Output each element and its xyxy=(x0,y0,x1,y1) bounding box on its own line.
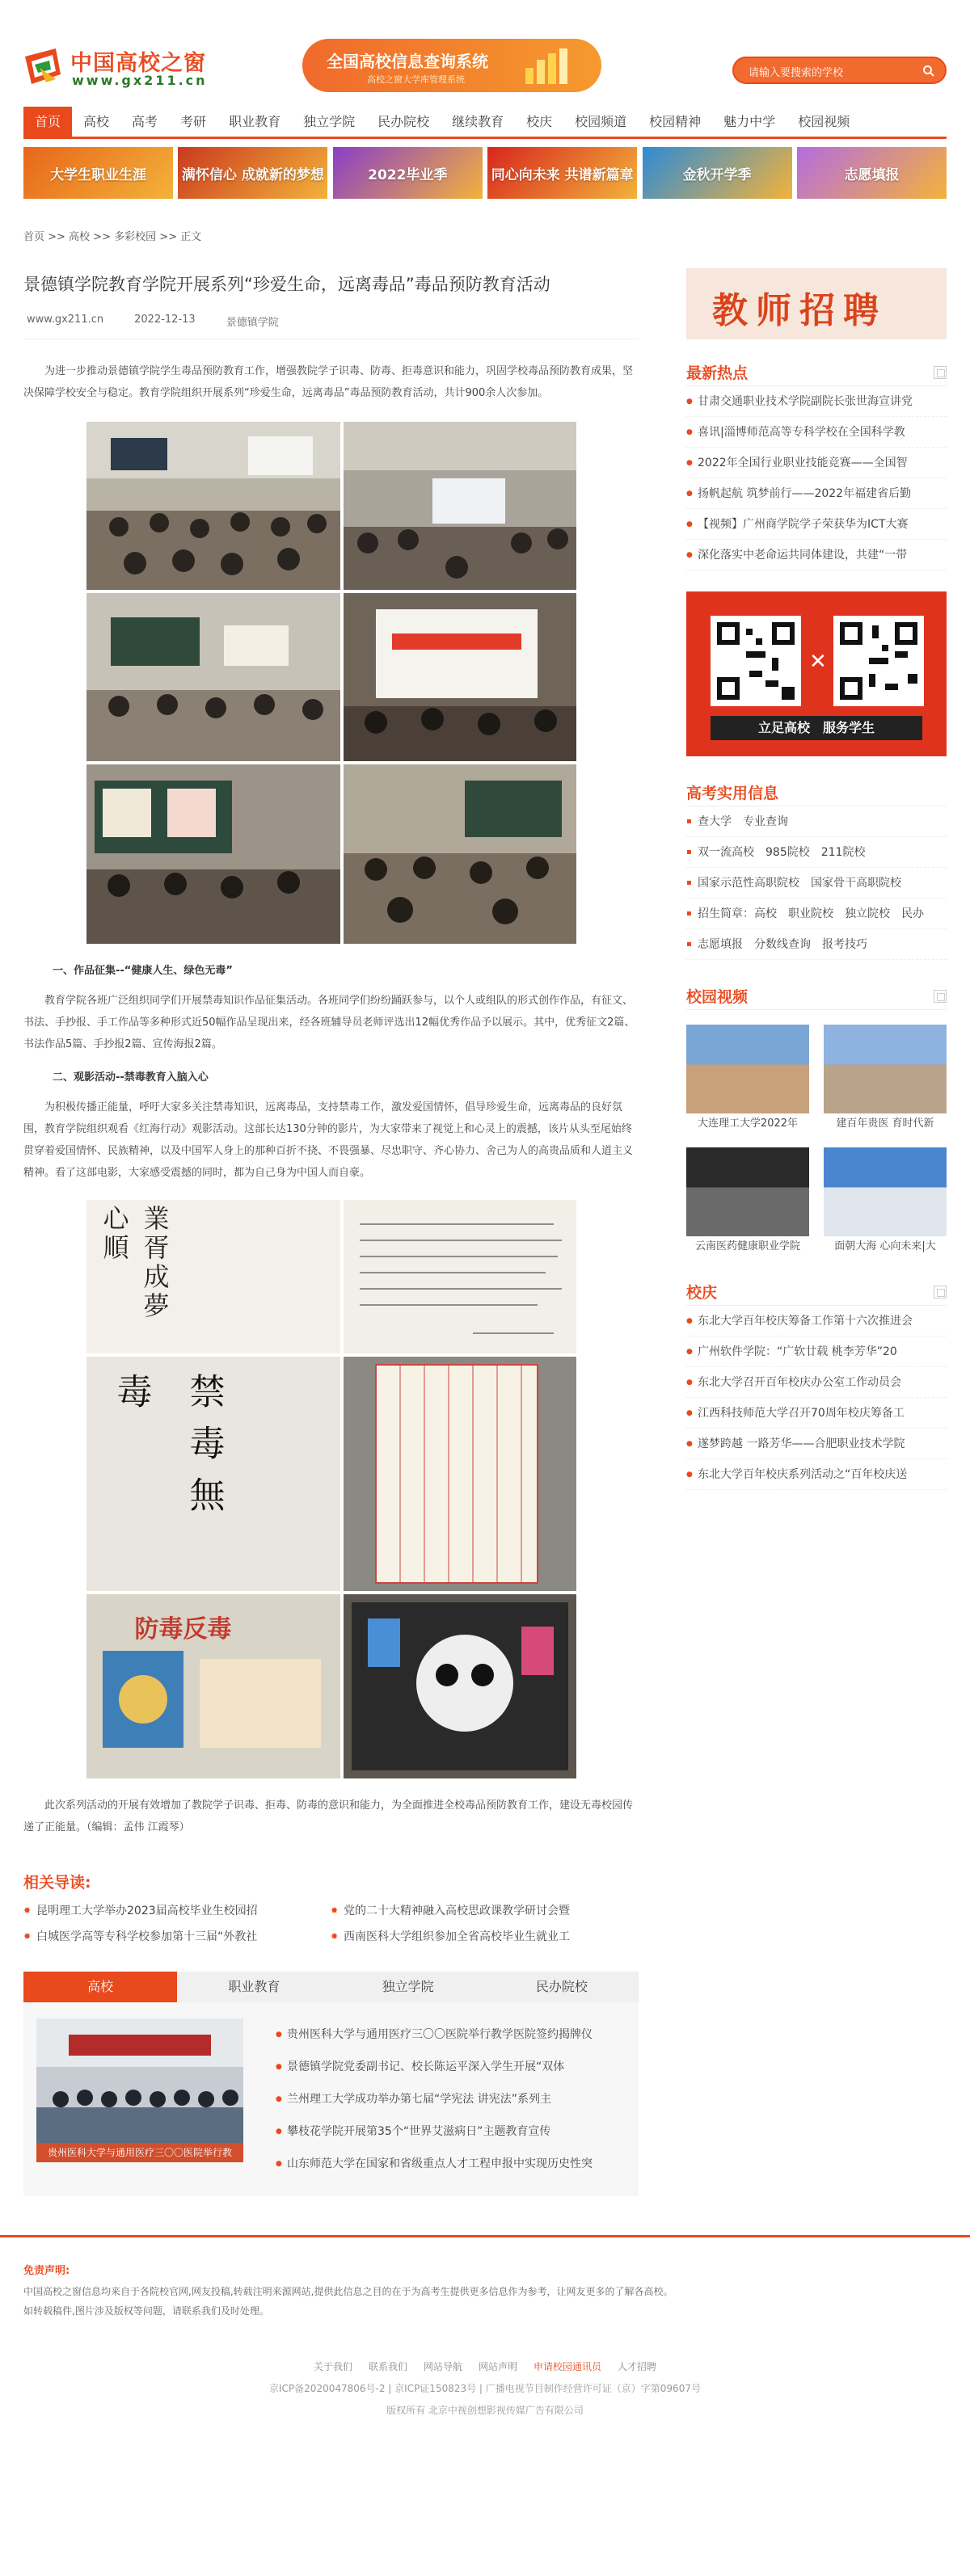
nav-item[interactable]: 首页 xyxy=(23,107,72,137)
exam-info-link[interactable]: 民办 xyxy=(901,907,924,920)
footer-link[interactable]: 网站声明 xyxy=(479,2361,518,2372)
exam-info-link[interactable]: 分数线查询 xyxy=(754,938,811,951)
exam-info-link[interactable]: 985院校 xyxy=(765,846,810,859)
article-paragraph: 为积极传播正能量，呼吁大家多关注禁毒知识，远离毒品，支持禁毒工作，激发爱国情怀，倡导珍爱生命，远离毒品的良好氛围，教育学院组织观看《红海行动》观影活动。这部长达130分钟的影片，为大家带来了视觉上和心灵上的震撼，该片从头至尾始终贯穿着爱国情怀、民族精神，以及中国军人身上的那种百折不挠、不畏强暴、尽忠职守、齐心协力、舍己为人的高贵品质和人道主义精神。看了这部电影，大家感受震撼的同时，都为自己身为中国人而自豪。 xyxy=(23,1101,634,1179)
hot-news-link[interactable]: ● 【视频】广州商学院学子荣获华为ICT大赛 xyxy=(686,509,947,540)
logo-name: 中国高校之窗 xyxy=(70,51,206,76)
bar-chart-icon xyxy=(522,47,579,86)
footer-link[interactable]: 人才招聘 xyxy=(618,2361,657,2372)
footer-link[interactable]: 联系我们 xyxy=(368,2361,407,2372)
handwritten-essay-photo xyxy=(344,1200,576,1353)
times-icon: ✕ xyxy=(809,650,827,674)
banner-subtitle: 高校之窗大学库管理系统 xyxy=(367,74,465,85)
calligraphy-text: 禁毒無毒 xyxy=(110,1373,225,1528)
hot-news-link[interactable]: ● 扬帆起航 筑梦前行——2022年福建省后勤 xyxy=(686,478,947,509)
recruit-banner-text: 教师招聘 xyxy=(712,290,887,331)
anniversary-title: 校庆 xyxy=(686,1284,718,1302)
ad-strip xyxy=(23,147,947,199)
logo-url: www.gx211.cn xyxy=(72,73,208,88)
article-author: 景德镇学院 xyxy=(226,317,279,329)
qr-code-icon xyxy=(833,616,924,706)
classroom-photo xyxy=(344,422,576,590)
poster-title: 防毒反毒 xyxy=(134,1615,232,1644)
icp-info: 京ICP备2020047806号-2 | 京ICP证150823号 | 广播电视节目制作经营许可证（京）字第09607号 xyxy=(269,2383,701,2394)
sidebar xyxy=(686,268,947,2196)
nav-item[interactable]: 高校 xyxy=(83,114,110,129)
exam-info-link[interactable]: 双一流高校 xyxy=(698,846,754,859)
anniversary-link[interactable]: ● 遂梦跨越 一路芳华——合肥职业技术学院 xyxy=(686,1429,947,1459)
hot-news-block xyxy=(686,359,947,570)
article-source: www.gx211.cn xyxy=(27,314,104,326)
disclaimer-text: 如转载稿件,图片涉及版权等问题，请联系我们及时处理。 xyxy=(23,2305,269,2317)
nav-item[interactable]: 高考 xyxy=(132,114,158,129)
poster-photo xyxy=(344,1594,576,1778)
query-system-banner[interactable] xyxy=(302,39,601,92)
calligraphy-text: 業胥成夢心順 xyxy=(99,1205,171,1321)
nav-item[interactable]: 校园视频 xyxy=(798,114,850,129)
ad-banner-text: 同心向未来 共谱新篇章 xyxy=(491,167,634,183)
exam-info-link[interactable]: 招生简章：高校 xyxy=(698,907,777,920)
exam-info-link[interactable]: 专业查询 xyxy=(743,815,788,828)
tab-article-link[interactable]: ● 景德镇学院党委副书记、校长陈运平深入学生开展“双体 xyxy=(276,2051,615,2083)
nav-item[interactable]: 校园精神 xyxy=(649,114,702,129)
anniversary-header xyxy=(686,1278,947,1306)
tab-article-link[interactable]: ● 兰州理工大学成功举办第七届“学宪法 讲宪法”系列主 xyxy=(276,2083,615,2115)
article-title: 景德镇学院教育学院开展系列“珍爱生命，远离毒品”毒品预防教育活动 xyxy=(23,275,550,294)
anniversary-link[interactable]: ● 江西科技师范大学召开70周年校庆筹备工 xyxy=(686,1398,947,1429)
ad-banner-text: 金秋开学季 xyxy=(682,167,752,183)
ad-banner[interactable] xyxy=(23,147,173,199)
footer-link[interactable]: 申请校园通讯员 xyxy=(534,2361,602,2372)
exam-info-row xyxy=(686,899,947,929)
hot-news-link[interactable]: ● 深化落实中老命运共同体建设，共建“一带 xyxy=(686,540,947,570)
tab-article-link[interactable]: ● 攀枝花学院开展第35个“世界艾滋病日”主题教育宣传 xyxy=(276,2115,615,2148)
category-tab[interactable]: 独立学院 xyxy=(331,1972,485,2002)
campus-video-header xyxy=(686,983,947,1010)
tab-article-link[interactable]: ● 贵州医科大学与通用医疗三〇〇医院举行教学医院签约揭牌仪 xyxy=(276,2018,615,2051)
video-caption: 大连理工大学2022年 xyxy=(697,1118,799,1130)
site-logo[interactable] xyxy=(23,42,209,94)
exam-info-link[interactable]: 国家示范性高职院校 xyxy=(698,877,799,890)
article-date: 2022-12-13 xyxy=(134,314,196,326)
ad-banner[interactable] xyxy=(797,147,947,199)
hot-news-header xyxy=(686,359,947,386)
category-tab[interactable]: 民办院校 xyxy=(485,1972,639,2002)
logo-icon xyxy=(23,47,64,87)
exam-info-link[interactable]: 211院校 xyxy=(820,846,866,859)
tab-featured-photo[interactable] xyxy=(36,2018,243,2162)
nav-item[interactable]: 继续教育 xyxy=(452,114,504,129)
more-icon[interactable] xyxy=(934,1286,947,1299)
video-thumbnail xyxy=(824,1025,947,1113)
section-heading: 二、观影活动--禁毒教育入脑入心 xyxy=(53,1071,209,1084)
anniversary-block xyxy=(686,1278,947,1490)
ad-banner[interactable] xyxy=(178,147,327,199)
exam-info-link[interactable]: 职业院校 xyxy=(788,907,833,920)
hot-news-title: 最新热点 xyxy=(686,364,749,382)
nav-item[interactable]: 独立学院 xyxy=(303,114,356,129)
qr-code-banner[interactable] xyxy=(686,591,947,756)
qr-code-icon xyxy=(711,616,801,706)
category-tabs xyxy=(23,1972,639,2002)
recruit-banner[interactable] xyxy=(686,268,947,339)
hot-news-link[interactable]: ● 甘肃交通职业技术学院副院长张世海宣讲党 xyxy=(686,386,947,417)
exam-info-row xyxy=(686,806,947,837)
site-footer xyxy=(0,2235,970,2417)
tab-article-link[interactable]: ● 山东师范大学在国家和省级重点人才工程申报中实现历史性突 xyxy=(276,2148,615,2180)
school-search-input[interactable] xyxy=(732,57,947,84)
video-thumbnail xyxy=(686,1147,809,1236)
nav-item[interactable]: 校庆 xyxy=(526,114,553,129)
ad-banner-text: 2022毕业季 xyxy=(368,167,448,183)
calligraphy-photo xyxy=(86,1200,340,1353)
ad-banner[interactable] xyxy=(333,147,483,199)
tab-panel xyxy=(23,2002,639,2196)
classroom-photo xyxy=(86,422,340,590)
disclaimer-text: 中国高校之窗信息均来自于各院校官网,网友投稿,转载注明来源网站,提供此信息之目的在于为高考生提供更多信息作为参考，让网友更多的了解各高校。 xyxy=(23,2286,673,2297)
photo-gallery-works xyxy=(86,1200,576,1778)
video-card[interactable] xyxy=(824,1147,947,1257)
related-link[interactable]: ✸ 西南医科大学组织参加全省高校毕业生就业工 xyxy=(331,1928,638,1946)
anniversary-list xyxy=(686,1306,947,1490)
main-nav xyxy=(23,107,947,139)
classroom-photo xyxy=(344,593,576,761)
tab-photo-caption: 贵州医科大学与通用医疗三〇〇医院举行教 xyxy=(36,2143,243,2162)
exam-info-link[interactable]: 国家骨干高职院校 xyxy=(811,877,901,890)
video-card[interactable] xyxy=(686,1147,809,1257)
anniversary-link[interactable]: ● 东北大学百年校庆系列活动之“百年校庆送 xyxy=(686,1459,947,1490)
video-card[interactable] xyxy=(686,1025,809,1134)
related-list xyxy=(23,1902,639,1946)
article-meta xyxy=(23,314,639,339)
related-link[interactable]: ✸ 党的二十大精神融入高校思政课教学研讨会暨 xyxy=(331,1902,638,1920)
ad-banner-text: 志愿填报 xyxy=(844,167,900,183)
footer-links xyxy=(23,2359,947,2373)
copyright: 版权所有 北京中视创想影视传媒广告有限公司 xyxy=(386,2405,584,2416)
anniversary-link[interactable]: ● 东北大学召开百年校庆办公室工作动员会 xyxy=(686,1367,947,1398)
poster-photo xyxy=(86,1594,340,1778)
anniversary-link[interactable]: ● 广州软件学院：“广软廿载 桃李芳华”20 xyxy=(686,1336,947,1367)
classroom-photo xyxy=(86,593,340,761)
related-heading: 相关导读: xyxy=(23,1874,91,1892)
category-tab[interactable]: 职业教育 xyxy=(177,1972,331,2002)
exam-info-header xyxy=(686,779,947,806)
classroom-photo xyxy=(86,764,340,944)
related-link[interactable]: ✸ 白城医学高等专科学校参加第十三届“外教社 xyxy=(23,1928,331,1946)
campus-video-block xyxy=(686,983,947,1257)
footer-link[interactable]: 关于我们 xyxy=(313,2361,352,2372)
exam-info-link[interactable]: 志愿填报 xyxy=(698,938,743,951)
article-main xyxy=(23,268,639,2196)
nav-item[interactable]: 魅力中学 xyxy=(723,114,776,129)
tab-article-list xyxy=(276,2018,615,2180)
disclaimer-title: 免责声明: xyxy=(23,2265,70,2277)
ad-banner[interactable] xyxy=(487,147,637,199)
anniversary-link[interactable]: ● 东北大学百年校庆筹备工作第十六次推进会 xyxy=(686,1306,947,1336)
video-caption: 云南医药健康职业学院 xyxy=(694,1240,800,1252)
disclaimer xyxy=(23,2237,947,2321)
hot-news-link[interactable]: ● 喜讯|淄博师范高等专科学校在全国科学教 xyxy=(686,417,947,448)
exam-info-title: 高考实用信息 xyxy=(686,785,779,802)
more-icon[interactable] xyxy=(934,990,947,1003)
breadcrumb[interactable]: 首页 >> 高校 >> 多彩校园 >> 正文 xyxy=(23,231,202,243)
category-tab[interactable]: 高校 xyxy=(23,1972,177,2002)
video-grid xyxy=(686,1025,947,1257)
exam-info-block xyxy=(686,779,947,960)
banner-title: 全国高校信息查询系统 xyxy=(327,52,488,71)
campus-video-title: 校园视频 xyxy=(686,988,749,1006)
exam-info-list xyxy=(686,806,947,960)
more-icon[interactable] xyxy=(934,366,947,379)
photo-gallery-activities xyxy=(86,422,576,944)
exam-info-row xyxy=(686,929,947,960)
exam-info-link[interactable]: 报考技巧 xyxy=(822,938,867,951)
video-caption: 建百年贵医 育时代新 xyxy=(836,1118,934,1130)
related-link[interactable]: ✸ 昆明理工大学举办2023届高校毕业生校园招 xyxy=(23,1902,331,1920)
exam-info-link[interactable]: 独立院校 xyxy=(845,907,890,920)
video-thumbnail xyxy=(686,1025,809,1113)
site-header xyxy=(23,0,947,95)
exam-info-row xyxy=(686,837,947,868)
video-caption: 面朝大海 心向未来|大 xyxy=(834,1240,936,1252)
hot-news-link[interactable]: ● 2022年全国行业职业技能竞赛——全国智 xyxy=(686,448,947,478)
nav-item[interactable]: 民办院校 xyxy=(377,114,430,129)
video-card[interactable] xyxy=(824,1025,947,1134)
hot-news-list xyxy=(686,386,947,570)
nav-item[interactable]: 校园频道 xyxy=(575,114,627,129)
search-placeholder: 请输入要搜索的学校 xyxy=(749,67,844,79)
qr-slogan: 立足高校 服务学生 xyxy=(711,716,922,740)
exam-info-row xyxy=(686,868,947,899)
article-paragraph: 为进一步推动景德镇学院学生毒品预防教育工作，增强教院学子识毒、防毒、拒毒意识和能力，巩固学校毒品预防教育成果，坚决保障学校安全与稳定。教育学院组织开展系列“珍爱生命，远离毒品”毒品预防教育活动，共计900余人次参加。 xyxy=(23,365,634,399)
article-paragraph: 此次系列活动的开展有效增加了教院学子识毒、拒毒、防毒的意识和能力，为全面推进全校毒品预防教育工作，建设无毒校园传递了正能量。（编辑：孟伟 江霞琴） xyxy=(23,1799,634,1833)
nav-item[interactable]: 考研 xyxy=(180,114,207,129)
nav-item[interactable]: 职业教育 xyxy=(229,114,281,129)
exam-info-link[interactable]: 查大学 xyxy=(698,815,732,828)
section-heading: 一、作品征集--“健康人生、绿色无毒” xyxy=(53,965,233,977)
search-icon[interactable] xyxy=(922,65,935,78)
ad-banner-text: 满怀信心 成就新的梦想 xyxy=(181,167,324,183)
calligraphy-scroll-photo xyxy=(344,1357,576,1591)
video-thumbnail xyxy=(824,1147,947,1236)
footer-link[interactable]: 网站导航 xyxy=(423,2361,462,2372)
calligraphy-photo xyxy=(86,1357,340,1591)
ad-banner[interactable] xyxy=(643,147,792,199)
ad-banner-text: 大学生职业生涯 xyxy=(50,167,146,183)
article-paragraph: 教育学院各班广泛组织同学们开展禁毒知识作品征集活动。各班同学们纷纷踊跃参与，以个人或组队的形式创作作品，有征文、书法、手抄报、手工作品等多种形式近50幅作品呈现出来，经各班辅导员老师评选出12幅优秀作品予以展示。其中，优秀征文2篇、书法作品5篇、手抄报2篇、宣传海报2篇。 xyxy=(23,995,635,1050)
classroom-photo xyxy=(344,764,576,944)
